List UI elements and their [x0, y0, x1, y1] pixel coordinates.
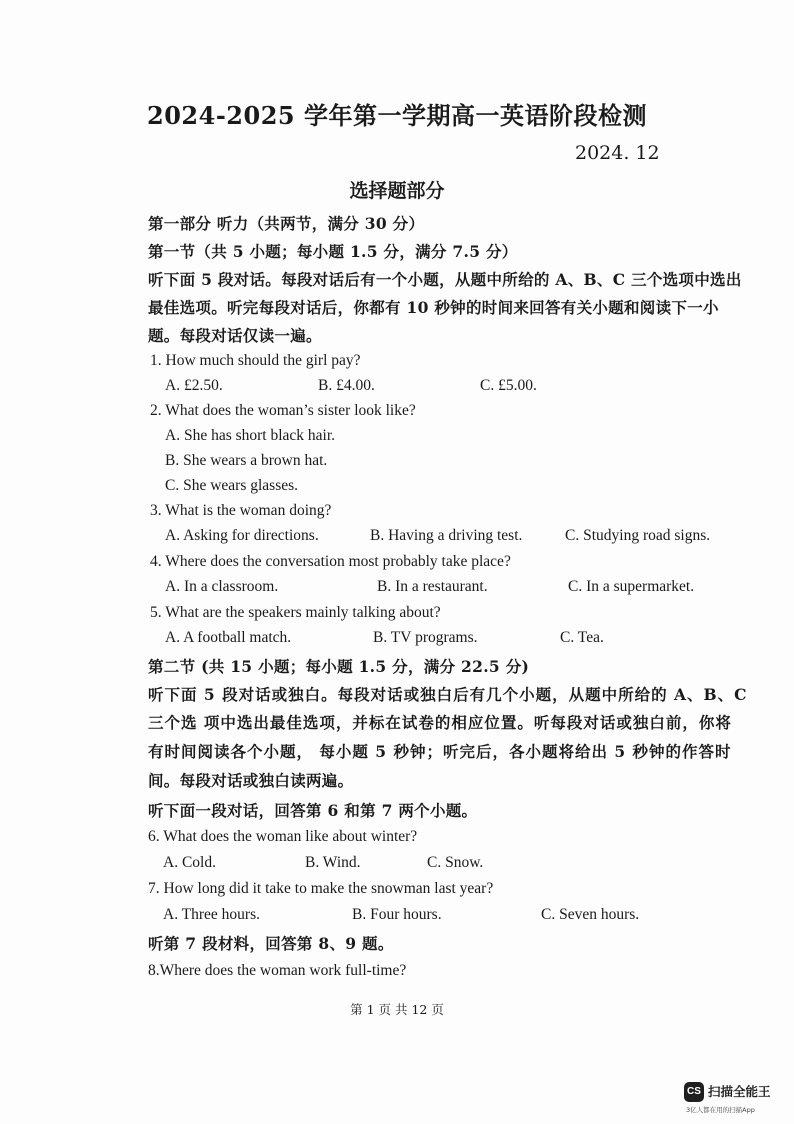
section1-instruction-line: 题。每段对话仅读一遍。	[148, 326, 322, 345]
section2-instruction-line: 间。每段对话或独白读两遍。	[148, 771, 354, 790]
material-instruction: 听下面一段对话，回答第 6 和第 7 两个小题。	[148, 801, 478, 820]
question-option: B. Wind.	[305, 854, 361, 871]
question-option: C. Tea.	[560, 629, 604, 646]
section-title: 选择题部分	[349, 180, 445, 202]
question-option: B. Four hours.	[352, 906, 442, 923]
watermark-app-name: 扫描全能王	[708, 1084, 771, 1099]
question-option: B. £4.00.	[318, 377, 375, 394]
question-option: C. £5.00.	[480, 377, 537, 394]
question-option: C. She wears glasses.	[165, 477, 299, 494]
exam-date: 2024. 12	[575, 142, 660, 164]
page-number: 第 1 页 共 12 页	[350, 1002, 444, 1017]
question-option: A. In a classroom.	[165, 578, 279, 595]
section2-instruction-line: 听下面 5 段对话或独白。每段对话或独白后有几个小题，从题中所给的 A、B、C	[148, 685, 748, 704]
scanner-watermark	[684, 1080, 792, 1120]
question-option: A. Three hours.	[163, 906, 260, 923]
section1-instruction-line: 听下面 5 段对话。每段对话后有一个小题，从题中所给的 A、B、C 三个选项中选出	[148, 270, 742, 289]
question-option: A. £2.50.	[165, 377, 223, 394]
question-option: C. Studying road signs.	[565, 527, 711, 544]
question-stem: 4. Where does the conversation most probably take place?	[150, 553, 511, 570]
question-option: A. A football match.	[165, 629, 292, 646]
part1-heading: 第一部分 听力（共两节，满分 30 分）	[148, 214, 425, 233]
question-stem: 2. What does the woman’s sister look like?	[150, 402, 416, 419]
cs-logo-icon: CS	[684, 1082, 704, 1102]
question-option: B. Having a driving test.	[370, 527, 523, 544]
question-stem: 1. How much should the girl pay?	[150, 352, 361, 369]
question-option: A. Asking for directions.	[165, 527, 319, 544]
section2-instruction-line: 三个选 项中选出最佳选项，并标在试卷的相应位置。听每段对话或独白前，你将	[148, 713, 732, 732]
section2-heading: 第二节 (共 15 小题；每小题 1.5 分，满分 22.5 分)	[148, 657, 530, 676]
question-option: C. In a supermarket.	[568, 578, 695, 595]
exam-title: 2024-2025 学年第一学期高一英语阶段检测	[147, 101, 647, 130]
watermark-tagline: 3亿人都在用的扫描App	[686, 1106, 755, 1114]
question-stem: 3. What is the woman doing?	[150, 502, 332, 519]
question-option: B. In a restaurant.	[377, 578, 488, 595]
section1-instruction-line: 最佳选项。听完每段对话后，你都有 10 秒钟的时间来回答有关小题和阅读下一小	[148, 298, 719, 317]
question-option: A. She has short black hair.	[165, 427, 336, 444]
question-option: A. Cold.	[163, 854, 216, 871]
question-stem: 6. What does the woman like about winter?	[148, 828, 418, 845]
question-option: B. TV programs.	[373, 629, 478, 646]
material-instruction: 听第 7 段材料，回答第 8、9 题。	[148, 934, 394, 953]
question-stem: 8.Where does the woman work full-time?	[148, 962, 407, 979]
section1-heading: 第一节（共 5 小题；每小题 1.5 分，满分 7.5 分）	[148, 242, 518, 261]
question-option: C. Snow.	[427, 854, 484, 871]
section2-instruction-line: 有时间阅读各个小题， 每小题 5 秒钟；听完后，各小题将给出 5 秒钟的作答时	[148, 742, 732, 761]
question-stem: 5. What are the speakers mainly talking about?	[150, 604, 441, 621]
question-stem: 7. How long did it take to make the snowman last year?	[148, 880, 494, 897]
question-option: B. She wears a brown hat.	[165, 452, 328, 469]
question-option: C. Seven hours.	[541, 906, 640, 923]
